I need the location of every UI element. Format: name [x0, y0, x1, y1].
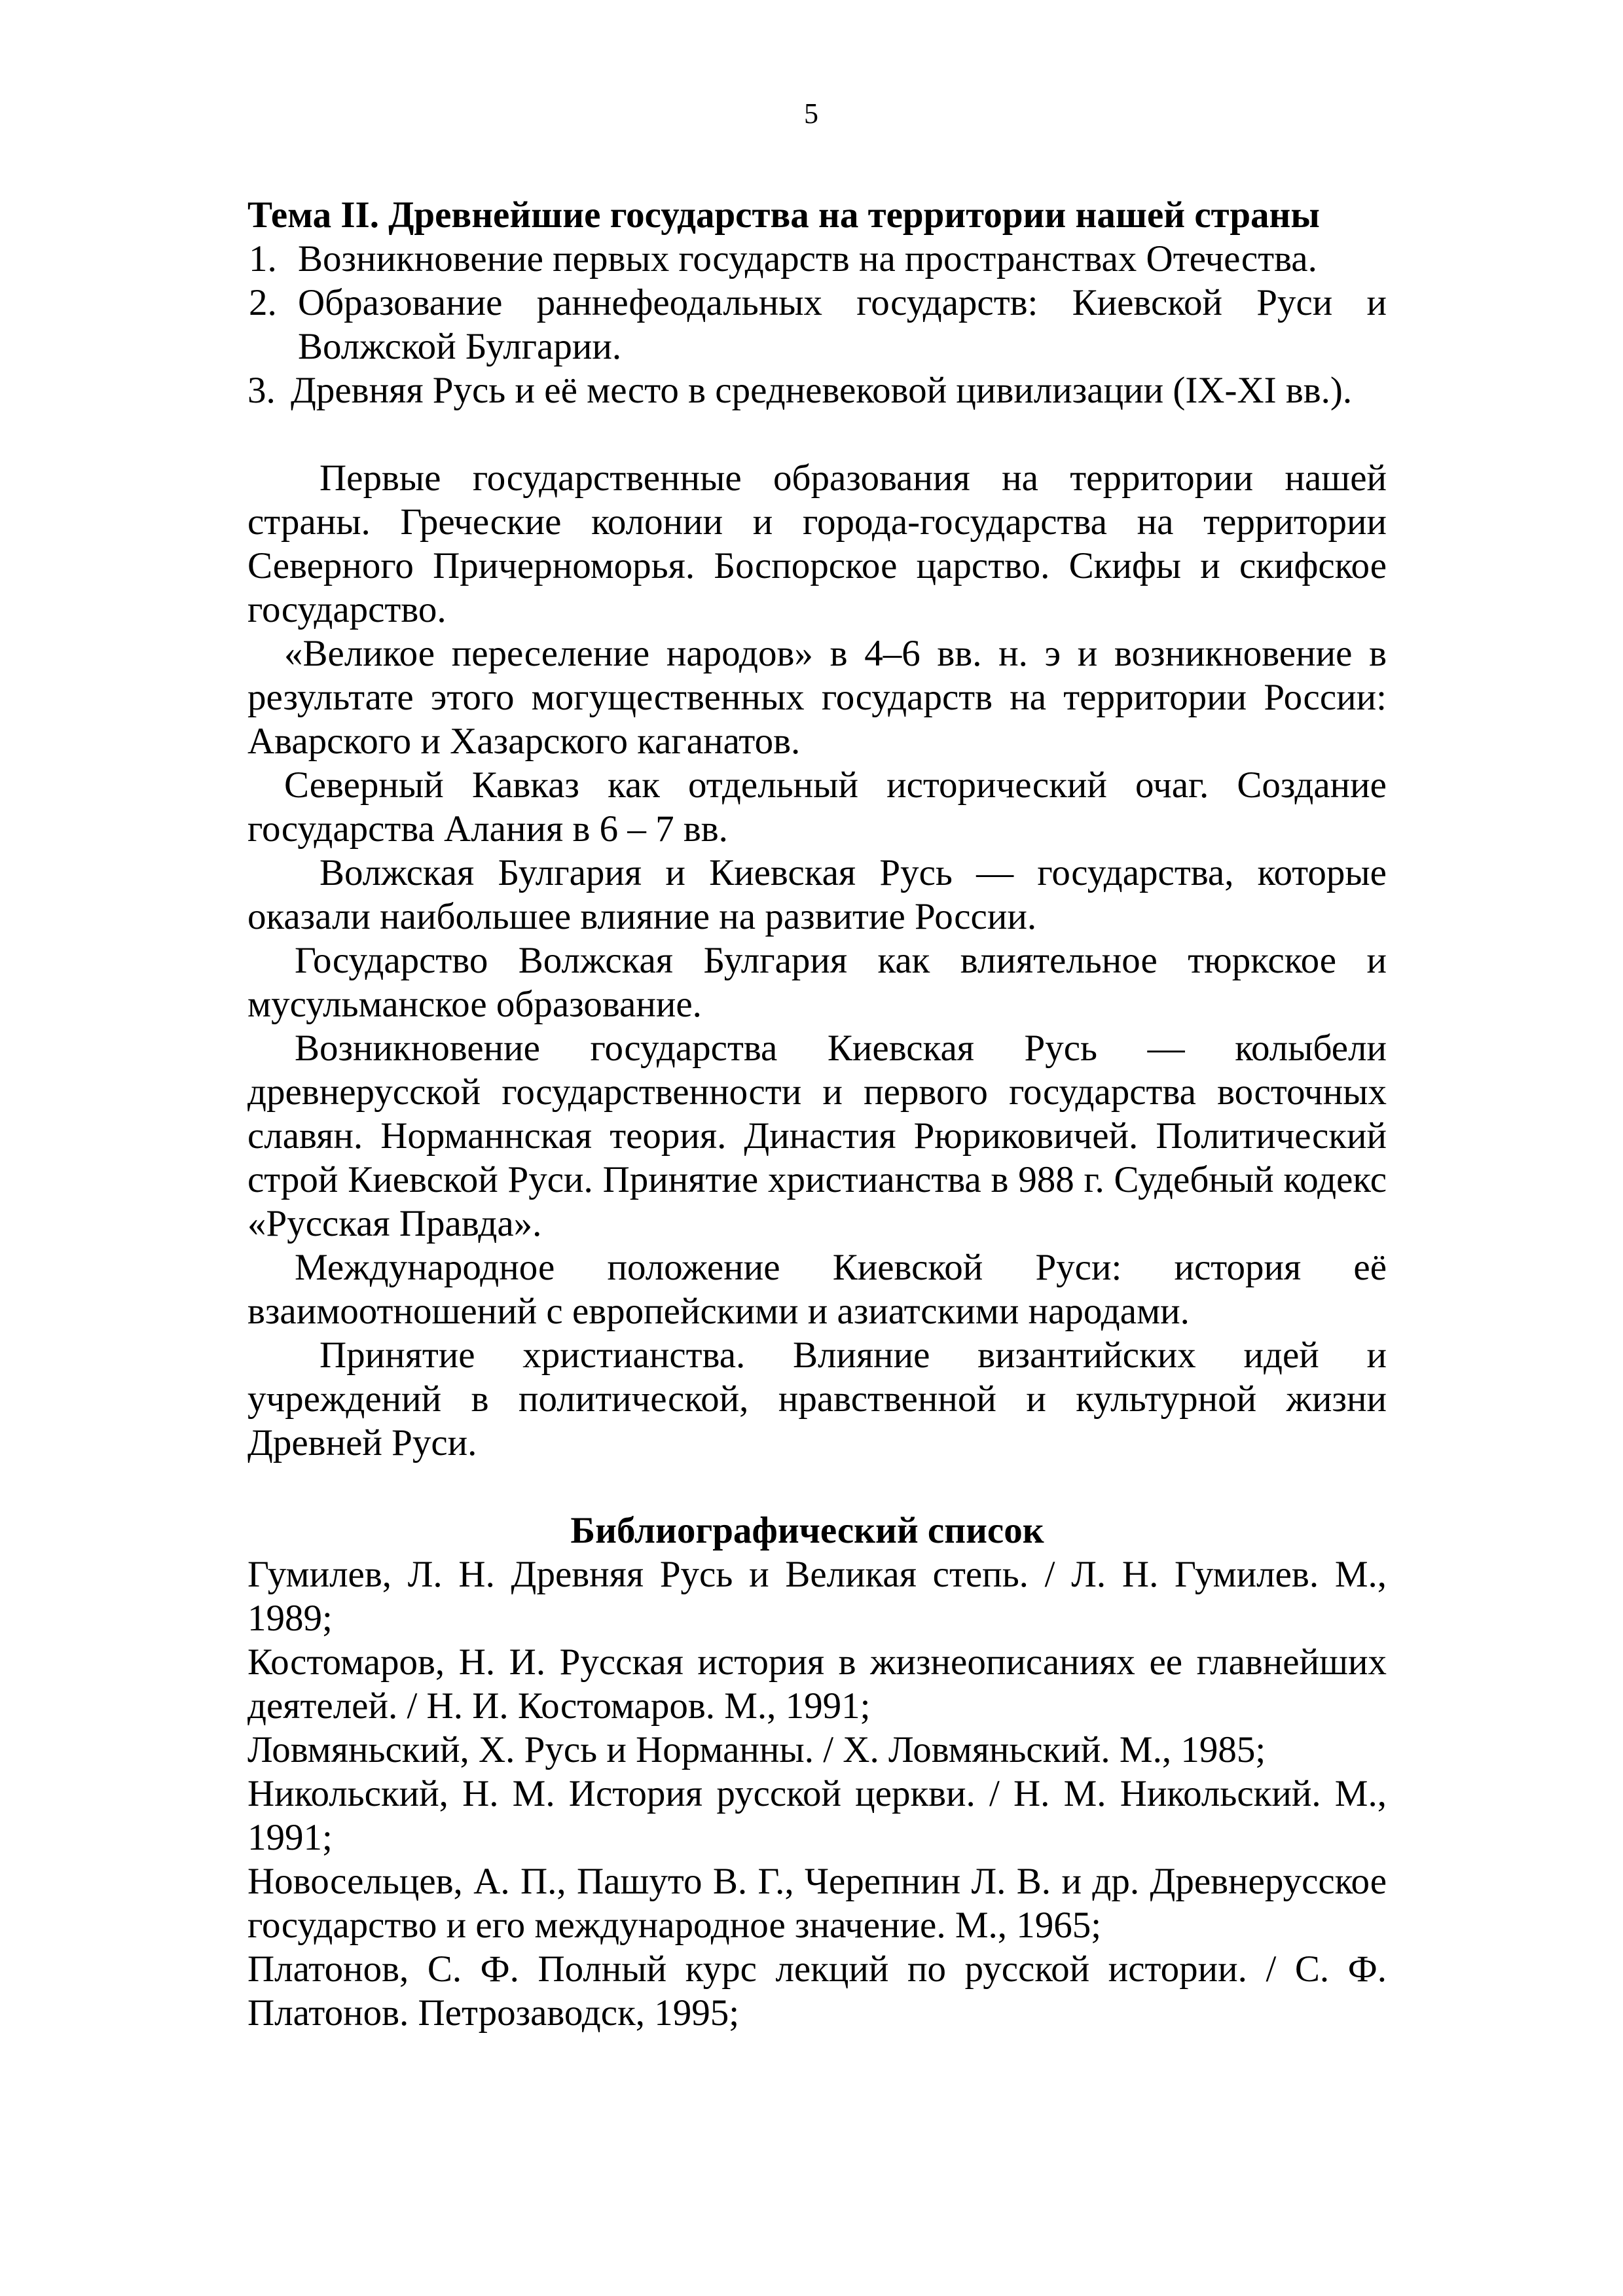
paragraph: Северный Кавказ как отдельный исторический очаг. Создание государства Алания в 6 – 7 вв.: [247, 764, 1387, 850]
list-item-number: 3.: [247, 370, 276, 411]
bibliography-entry: Гумилев, Л. Н. Древняя Русь и Великая степь. / Л. Н. Гумилев. М., 1989;: [247, 1554, 1387, 1639]
paragraph: Принятие христианства. Влияние византийских идей и учреждений в политической, нравственной и культурной жизни Древней Руси.: [247, 1335, 1387, 1463]
bibliography-entry: Никольский, Н. М. История русской церкви. / Н. М. Никольский. М., 1991;: [247, 1773, 1387, 1858]
bibliography-list: [247, 1552, 1387, 2035]
topic-list: [247, 237, 1387, 412]
list-item-text: Образование раннефеодальных государств: Киевской Руси и Волжской Булгарии.: [298, 282, 1387, 367]
list-item: [247, 281, 1387, 368]
list-item: [247, 368, 1387, 412]
list-item-number: 2.: [249, 282, 277, 323]
bibliography-title: Библиографический список: [570, 1510, 1044, 1551]
page-number: 5: [804, 98, 818, 130]
topic-title: Тема II. Древнейшие государства на территории нашей страны: [247, 194, 1320, 236]
list-item-number: 1.: [249, 238, 277, 279]
paragraph: Первые государственные образования на территории нашей страны. Греческие колонии и города-государства на территории Северного Причерноморья. Боспорское царство. Скифы и скифское государство.: [247, 457, 1387, 630]
bibliography-entry: Новосельцев, А. П., Пашуто В. Г., Черепнин Л. В. и др. Древнерусское государство и его международное значение. М., 1965;: [247, 1861, 1387, 1946]
paragraph: «Великое переселение народов» в 4–6 вв. н. э и возникновение в результате этого могущественных государств на территории России: Аварского и Хазарского каганатов.: [247, 633, 1387, 762]
paragraph: Возникновение государства Киевская Русь — колыбели древнерусской государственности и первого государства восточных славян. Норманнская теория. Династия Рюриковичей. Политический строй Киевской Руси. Принятие христианства в 988 г. Судебный кодекс «Русская Правда».: [247, 1028, 1387, 1244]
paragraph: Международное положение Киевской Руси: история её взаимоотношений с европейскими и азиатскими народами.: [247, 1247, 1387, 1332]
paragraph: Государство Волжская Булгария как влиятельное тюркское и мусульманское образование.: [247, 940, 1387, 1025]
bibliography-entry: Платонов, С. Ф. Полный курс лекций по русской истории. / С. Ф. Платонов. Петрозаводск, 1995;: [247, 1948, 1387, 2034]
list-item-text: Возникновение первых государств на пространствах Отечества.: [298, 238, 1317, 279]
bibliography-entry: Костомаров, Н. И. Русская история в жизнеописаниях ее главнейших деятелей. / Н. И. Костомаров. М., 1991;: [247, 1641, 1387, 1727]
body-text: [247, 456, 1387, 1465]
list-item: [247, 237, 1387, 281]
list-item-text: Древняя Русь и её место в средневековой цивилизации (IX-XI вв.).: [291, 370, 1353, 411]
paragraph: Волжская Булгария и Киевская Русь — государства, которые оказали наибольшее влияние на развитие России.: [247, 852, 1387, 937]
document-content: [247, 193, 1387, 2035]
bibliography-entry: Ловмяньский, Х. Русь и Норманны. / Х. Ловмяньский. М., 1985;: [247, 1729, 1266, 1770]
